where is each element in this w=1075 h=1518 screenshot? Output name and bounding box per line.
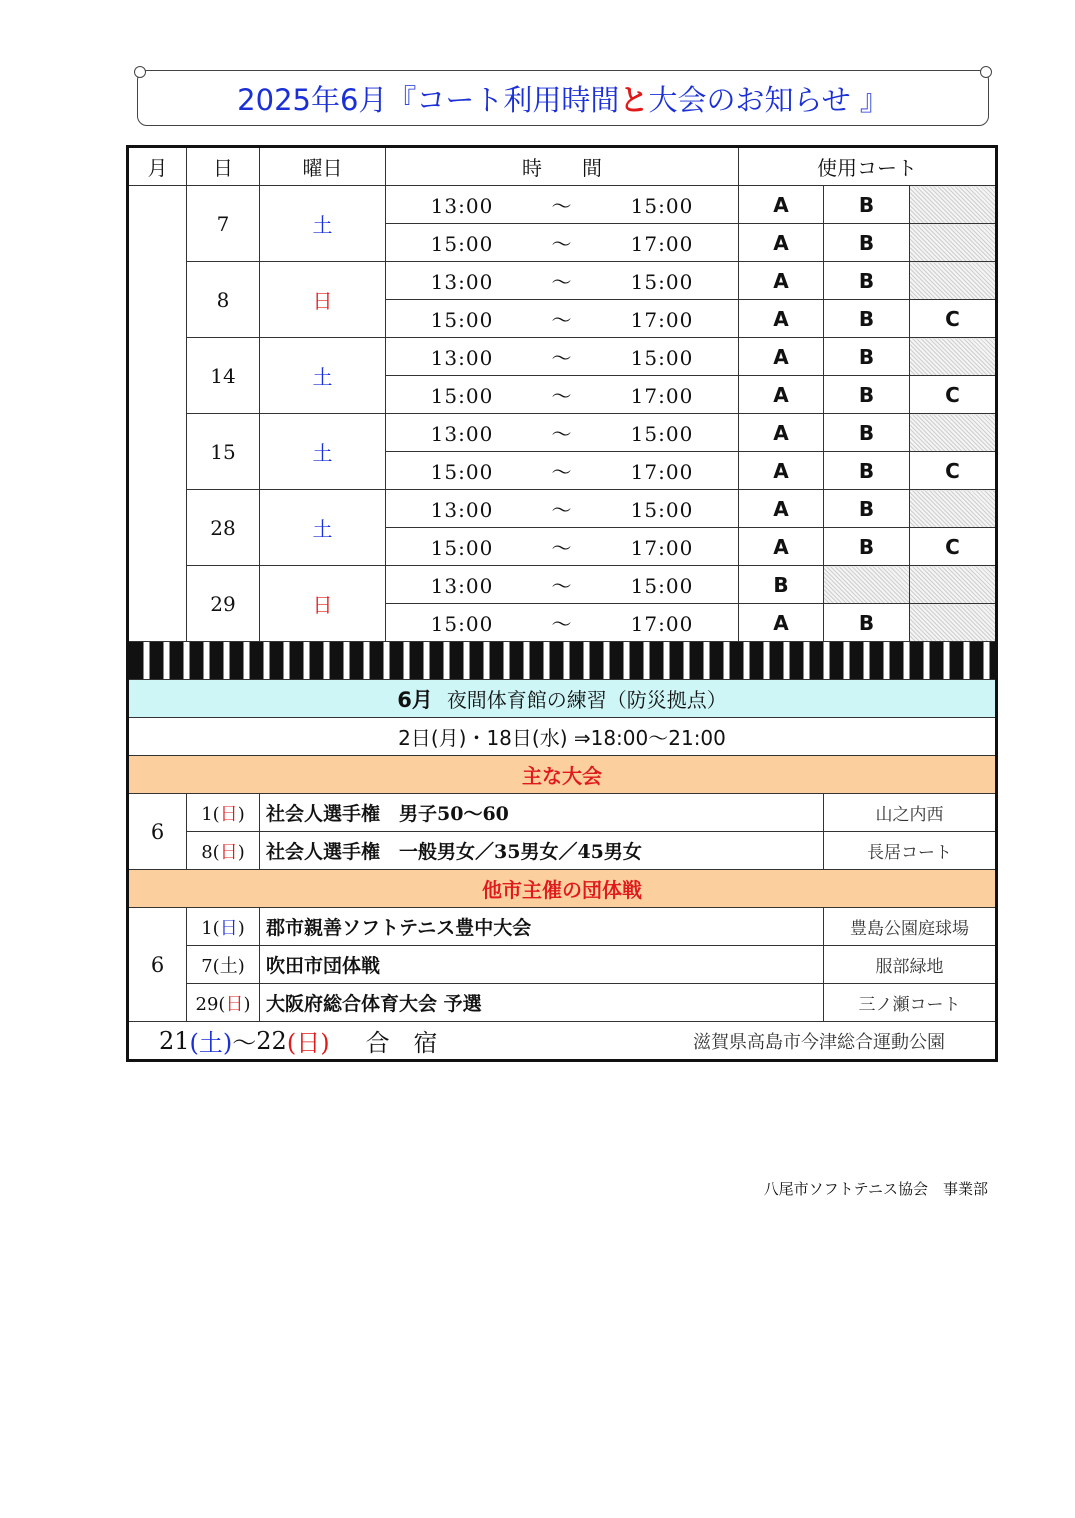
time-separator: 〜 (551, 270, 573, 294)
camp-end-weekday: (日) (286, 1029, 330, 1057)
day-cell: 28 (187, 490, 260, 566)
time-cell (386, 300, 739, 338)
court-cell: B (824, 186, 910, 224)
event-place: 長居コート (824, 832, 997, 870)
section-title: 主な大会 (128, 756, 997, 794)
night-schedule: 2日(月)・18日(水) ⇒18:00〜21:00 (128, 718, 997, 756)
camp-cell (128, 1022, 997, 1061)
court-empty-cell (910, 566, 997, 604)
table-row (128, 414, 997, 452)
event-row (128, 794, 997, 832)
dashed-line (128, 642, 997, 680)
court-cell: B (824, 338, 910, 376)
weekday-cell: 土 (260, 414, 386, 490)
time-cell (386, 376, 739, 414)
start-time: 15:00 (430, 232, 494, 256)
court-cell: B (824, 414, 910, 452)
time-cell (386, 186, 739, 224)
court-cell: A (739, 186, 824, 224)
court-cell: A (739, 414, 824, 452)
event-date (187, 908, 260, 946)
page-title: 2025年6月『コート利用時間と大会のお知らせ 』 (237, 82, 889, 117)
header-month: 月 (128, 147, 187, 186)
night-practice-body (128, 718, 997, 756)
court-empty-cell (910, 414, 997, 452)
time-separator: 〜 (551, 460, 573, 484)
camp-content (129, 1023, 995, 1058)
event-date-num: 1( (201, 917, 220, 939)
event-month: 6 (128, 908, 187, 1022)
end-time: 17:00 (630, 536, 694, 560)
start-time: 13:00 (430, 574, 494, 598)
camp-location: 滋賀県高島市今津総合運動公園 (693, 1031, 945, 1053)
time-cell (386, 224, 739, 262)
court-empty-cell (910, 604, 997, 642)
court-cell: A (739, 452, 824, 490)
event-name: 大阪府総合体育大会 予選 (260, 984, 824, 1022)
camp-start-weekday: (土) (189, 1029, 233, 1057)
court-empty-cell (910, 224, 997, 262)
time-separator: 〜 (551, 384, 573, 408)
court-cell: A (739, 528, 824, 566)
time-cell (386, 490, 739, 528)
time-separator: 〜 (551, 346, 573, 370)
night-month: 6月 (397, 687, 433, 712)
day-cell: 14 (187, 338, 260, 414)
event-date-close: ) (243, 993, 251, 1015)
time-separator: 〜 (551, 308, 573, 332)
start-time: 13:00 (430, 422, 494, 446)
end-time: 15:00 (630, 346, 694, 370)
camp-start-day: 21 (159, 1026, 190, 1055)
court-cell: B (824, 452, 910, 490)
header-day: 日 (187, 147, 260, 186)
end-time: 17:00 (630, 308, 694, 332)
court-cell: C (910, 452, 997, 490)
time-cell (386, 528, 739, 566)
time-separator: 〜 (551, 498, 573, 522)
end-time: 17:00 (630, 612, 694, 636)
event-date-close: ) (237, 803, 245, 825)
event-name: 吹田市団体戦 (260, 946, 824, 984)
event-date (187, 794, 260, 832)
end-time: 15:00 (630, 270, 694, 294)
scroll-curl-right (980, 66, 992, 78)
event-date-weekday: 日 (225, 993, 244, 1015)
event-name: 社会人選手権 一般男女／35男女／45男女 (260, 832, 824, 870)
time-separator: 〜 (551, 194, 573, 218)
camp-tilde: 〜 (232, 1029, 257, 1057)
weekday-cell: 土 (260, 186, 386, 262)
court-cell: A (739, 338, 824, 376)
court-cell: C (910, 528, 997, 566)
night-title: 夜間体育館の練習（防災拠点） (446, 687, 727, 712)
event-date-weekday: 土 (219, 955, 238, 977)
court-cell: A (739, 224, 824, 262)
end-time: 15:00 (630, 194, 694, 218)
event-date-close: ) (237, 841, 245, 863)
end-time: 17:00 (630, 460, 694, 484)
weekday-cell: 日 (260, 262, 386, 338)
time-cell (386, 262, 739, 300)
event-row (128, 908, 997, 946)
table-header (128, 147, 997, 186)
day-cell: 15 (187, 414, 260, 490)
event-name: 社会人選手権 男子50〜60 (260, 794, 824, 832)
event-date-close: ) (237, 955, 245, 977)
camp-end-day: 22 (256, 1026, 287, 1055)
start-time: 15:00 (430, 384, 494, 408)
time-separator: 〜 (551, 422, 573, 446)
day-cell: 7 (187, 186, 260, 262)
event-date (187, 832, 260, 870)
section-heading (128, 870, 997, 908)
event-date (187, 984, 260, 1022)
header-weekday: 曜日 (260, 147, 386, 186)
footer-organization: 八尾市ソフトテニス協会 事業部 (763, 1180, 988, 1198)
event-date-num: 29( (195, 993, 226, 1015)
day-cell: 8 (187, 262, 260, 338)
section-heading (128, 756, 997, 794)
court-cell: A (739, 604, 824, 642)
court-empty-cell (824, 566, 910, 604)
court-cell: B (824, 300, 910, 338)
time-separator: 〜 (551, 232, 573, 256)
court-cell: B (824, 224, 910, 262)
event-date-num: 8( (201, 841, 220, 863)
end-time: 15:00 (630, 422, 694, 446)
court-empty-cell (910, 338, 997, 376)
schedule-table (126, 145, 998, 1062)
start-time: 15:00 (430, 536, 494, 560)
court-empty-cell (910, 490, 997, 528)
table-row (128, 490, 997, 528)
scroll-curl-left (134, 66, 146, 78)
start-time: 15:00 (430, 612, 494, 636)
end-time: 17:00 (630, 384, 694, 408)
time-separator: 〜 (551, 536, 573, 560)
start-time: 13:00 (430, 498, 494, 522)
event-date-num: 1( (201, 803, 220, 825)
event-place: 服部緑地 (824, 946, 997, 984)
day-cell: 29 (187, 566, 260, 642)
header-time: 時 間 (386, 147, 739, 186)
table-row (128, 566, 997, 604)
court-empty-cell (910, 262, 997, 300)
court-cell: B (824, 376, 910, 414)
start-time: 15:00 (430, 308, 494, 332)
event-row (128, 984, 997, 1022)
title-banner (137, 70, 989, 126)
dashed-separator (128, 642, 997, 680)
month-cell (128, 186, 187, 642)
camp-row (128, 1022, 997, 1061)
time-cell (386, 452, 739, 490)
court-cell: B (824, 528, 910, 566)
weekday-cell: 日 (260, 566, 386, 642)
time-separator: 〜 (551, 612, 573, 636)
court-cell: C (910, 300, 997, 338)
night-practice-title (128, 680, 997, 718)
table-row (128, 186, 997, 224)
court-cell: A (739, 300, 824, 338)
event-place: 三ノ瀬コート (824, 984, 997, 1022)
time-separator: 〜 (551, 574, 573, 598)
time-cell (386, 566, 739, 604)
event-place: 豊島公園庭球場 (824, 908, 997, 946)
court-empty-cell (910, 186, 997, 224)
event-date-num: 7( (201, 955, 220, 977)
event-date-close: ) (237, 917, 245, 939)
weekday-cell: 土 (260, 338, 386, 414)
start-time: 13:00 (430, 270, 494, 294)
end-time: 17:00 (630, 232, 694, 256)
table-row (128, 338, 997, 376)
time-cell (386, 338, 739, 376)
court-cell: B (739, 566, 824, 604)
court-cell: B (824, 490, 910, 528)
court-cell: A (739, 490, 824, 528)
table-row (128, 262, 997, 300)
event-row (128, 946, 997, 984)
event-date (187, 946, 260, 984)
event-place: 山之内西 (824, 794, 997, 832)
event-name: 郡市親善ソフトテニス豊中大会 (260, 908, 824, 946)
time-cell (386, 604, 739, 642)
event-date-weekday: 日 (219, 841, 238, 863)
night-title-cell (128, 680, 997, 718)
court-cell: B (824, 262, 910, 300)
court-cell: A (739, 376, 824, 414)
start-time: 15:00 (430, 460, 494, 484)
event-date-weekday: 日 (219, 803, 238, 825)
start-time: 13:00 (430, 346, 494, 370)
court-cell: A (739, 262, 824, 300)
weekday-cell: 土 (260, 490, 386, 566)
court-cell: C (910, 376, 997, 414)
event-row (128, 832, 997, 870)
event-month: 6 (128, 794, 187, 870)
court-cell: B (824, 604, 910, 642)
end-time: 15:00 (630, 498, 694, 522)
header-court: 使用コート (739, 147, 997, 186)
end-time: 15:00 (630, 574, 694, 598)
start-time: 13:00 (430, 194, 494, 218)
section-title: 他市主催の団体戦 (128, 870, 997, 908)
camp-label: 合 宿 (365, 1029, 438, 1057)
event-date-weekday: 日 (219, 917, 238, 939)
time-cell (386, 414, 739, 452)
